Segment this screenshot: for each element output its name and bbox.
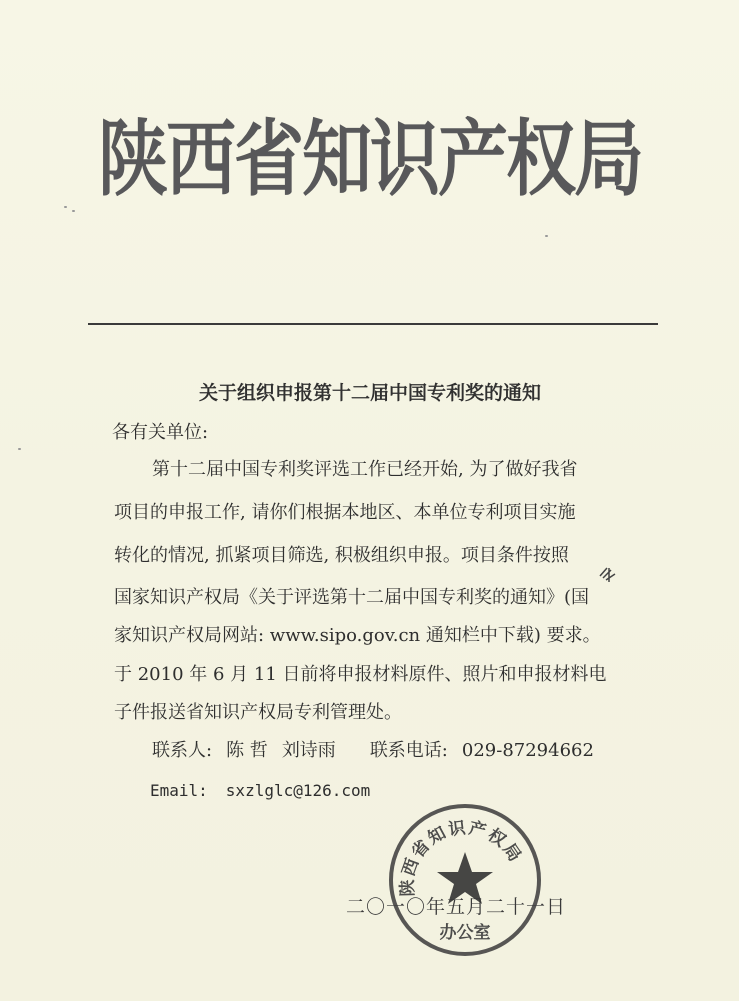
salutation: 各有关单位: [112, 422, 209, 443]
body-line: 家知识产权局网站: www.sipo.gov.cn 通知栏中下载) 要求。 [114, 625, 601, 646]
email-address: sxzlglc@126.com [225, 781, 371, 800]
contact-person-1: 陈 哲 [226, 740, 268, 761]
email-label: Email: [150, 781, 208, 800]
body-line: 国家知识产权局《关于评选第十二届中国专利奖的通知》(国 [114, 587, 590, 608]
paper-speck [18, 448, 21, 450]
body-line: 子件报送省知识产权局专利管理处。 [114, 702, 402, 723]
body-line: 于 2010 年 6 月 11 日前将申报材料原件、照片和申报材料电 [114, 664, 607, 685]
issue-date: 二〇一〇年五月二十一日 [346, 896, 567, 918]
official-seal-stamp [385, 800, 545, 960]
notice-title: 关于组织申报第十二届中国专利奖的通知 [198, 382, 541, 404]
body-line: 第十二届中国专利奖评选工作已经开始, 为了做好我省 [152, 459, 578, 480]
phone-label: 联系电话: [369, 740, 448, 761]
body-line: 项目的申报工作, 请你们根据本地区、本单位专利项目实施 [114, 502, 576, 523]
header-rule [88, 323, 658, 325]
paper-speck [72, 210, 75, 212]
paper-speck [545, 235, 548, 237]
paper-speck [64, 206, 67, 208]
handwritten-mark-icon [597, 562, 621, 586]
masthead-title: 陕西省知识产权局 [98, 110, 642, 208]
contact-row [152, 737, 594, 765]
svg-text:陕西省知识产权局: 陕西省知识产权局 [397, 818, 526, 897]
contact-person-2: 刘诗雨 [281, 740, 336, 761]
seal-star-icon [437, 852, 493, 904]
body-line: 转化的情况, 抓紧项目筛选, 积极组织申报。项目条件按照 [114, 545, 569, 566]
contact-label: 联系人: [152, 740, 213, 761]
phone-number: 029-87294662 [461, 740, 594, 761]
svg-text:办公室: 办公室 [439, 923, 491, 943]
email-row [150, 777, 370, 805]
